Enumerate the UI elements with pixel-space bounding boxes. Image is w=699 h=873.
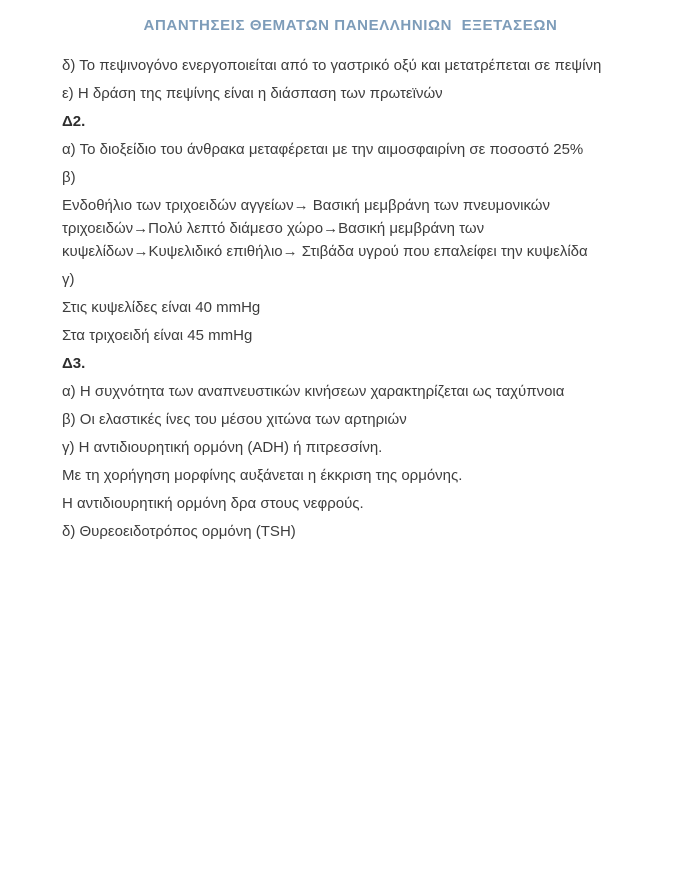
paragraph: α) Το διοξείδιο του άνθρακα μεταφέρεται με την αιμοσφαιρίνη σε ποσοστό 25%	[62, 141, 584, 158]
paragraph: Στις κυψελίδες είναι 40 mmHg	[62, 299, 261, 316]
paragraph: Με τη χορήγηση μορφίνης αυξάνεται η έκκριση της ορμόνης.	[62, 467, 463, 484]
section-heading: Δ3.	[62, 355, 86, 372]
paragraph: Η αντιδιουρητική ορμόνη δρα στους νεφρούς.	[62, 495, 364, 512]
paragraph: δ) Το πεψινογόνο ενεργοποιείται από το γαστρικό οξύ και μετατρέπεται σε πεψίνη	[62, 57, 602, 74]
section-heading: Δ2.	[62, 113, 86, 130]
paragraph: γ) Η αντιδιουρητική ορμόνη (ADH) ή πιτρεσσίνη.	[62, 439, 383, 456]
paragraph: β)	[62, 169, 76, 186]
paragraph: δ) Θυρεοειδοτρόπος ορμόνη (TSH)	[62, 523, 296, 540]
page-title: ΑΠΑΝΤΗΣΕΙΣ ΘΕΜΑΤΩΝ ΠΑΝΕΛΛΗΝΙΩΝ ΕΞΕΤΑΣΕΩΝ	[143, 17, 558, 34]
paragraph: ε) Η δράση της πεψίνης είναι η διάσπαση των πρωτεϊνών	[62, 85, 443, 102]
paragraph: Στα τριχοειδή είναι 45 mmHg	[62, 327, 253, 344]
paragraph: β) Οι ελαστικές ίνες του μέσου χιτώνα των αρτηριών	[62, 411, 407, 428]
document-body	[62, 54, 620, 543]
paragraph: γ)	[62, 271, 75, 288]
paragraph: α) Η συχνότητα των αναπνευστικών κινήσεων χαρακτηρίζεται ως ταχύπνοια	[62, 383, 565, 400]
paragraph: Ενδοθήλιο των τριχοειδών αγγείων→ Βασική μεμβράνη των πνευμονικών τριχοειδών→Πολύ λεπτό διάμεσο χώρο→Βασική μεμβράνη των κυψελίδων→Κυψελιδικό επιθήλιο→ Στιβάδα υγρού που επαλείφει την κυψελίδα	[62, 197, 588, 260]
